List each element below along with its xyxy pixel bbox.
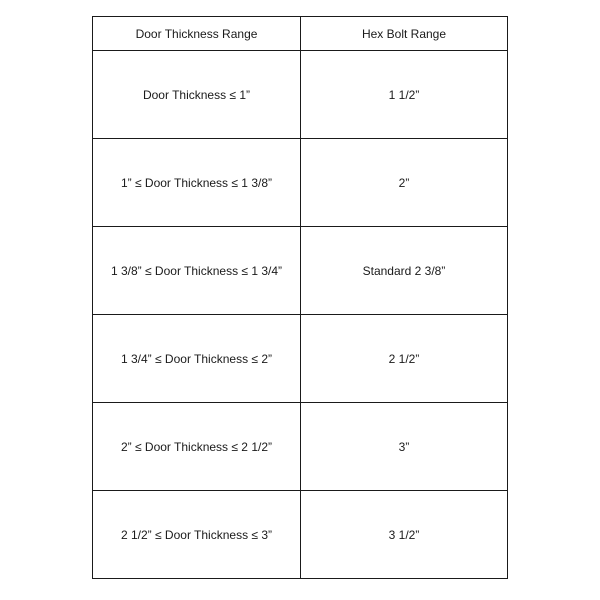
hex-bolt-cell: 2 1/2”	[301, 315, 508, 403]
door-thickness-cell: 2 1/2” ≤ Door Thickness ≤ 3”	[93, 491, 301, 579]
table-row	[93, 315, 508, 403]
hex-bolt-cell: 1 1/2”	[301, 51, 508, 139]
hex-bolt-cell: Standard 2 3/8”	[301, 227, 508, 315]
table-row	[93, 139, 508, 227]
door-thickness-cell: 1” ≤ Door Thickness ≤ 1 3/8”	[93, 139, 301, 227]
door-thickness-cell: 1 3/8” ≤ Door Thickness ≤ 1 3/4”	[93, 227, 301, 315]
table-row	[93, 403, 508, 491]
door-thickness-cell: 1 3/4” ≤ Door Thickness ≤ 2”	[93, 315, 301, 403]
hex-bolt-cell: 3 1/2”	[301, 491, 508, 579]
table-row	[93, 227, 508, 315]
table-row	[93, 51, 508, 139]
bolt-size-table-container	[92, 16, 507, 582]
header-hex-bolt-range: Hex Bolt Range	[301, 17, 508, 51]
hex-bolt-cell: 2”	[301, 139, 508, 227]
bolt-size-table	[92, 16, 508, 579]
header-door-thickness-range: Door Thickness Range	[93, 17, 301, 51]
door-thickness-cell: Door Thickness ≤ 1”	[93, 51, 301, 139]
table-row	[93, 491, 508, 579]
table-header-row	[93, 17, 508, 51]
door-thickness-cell: 2” ≤ Door Thickness ≤ 2 1/2”	[93, 403, 301, 491]
hex-bolt-cell: 3”	[301, 403, 508, 491]
